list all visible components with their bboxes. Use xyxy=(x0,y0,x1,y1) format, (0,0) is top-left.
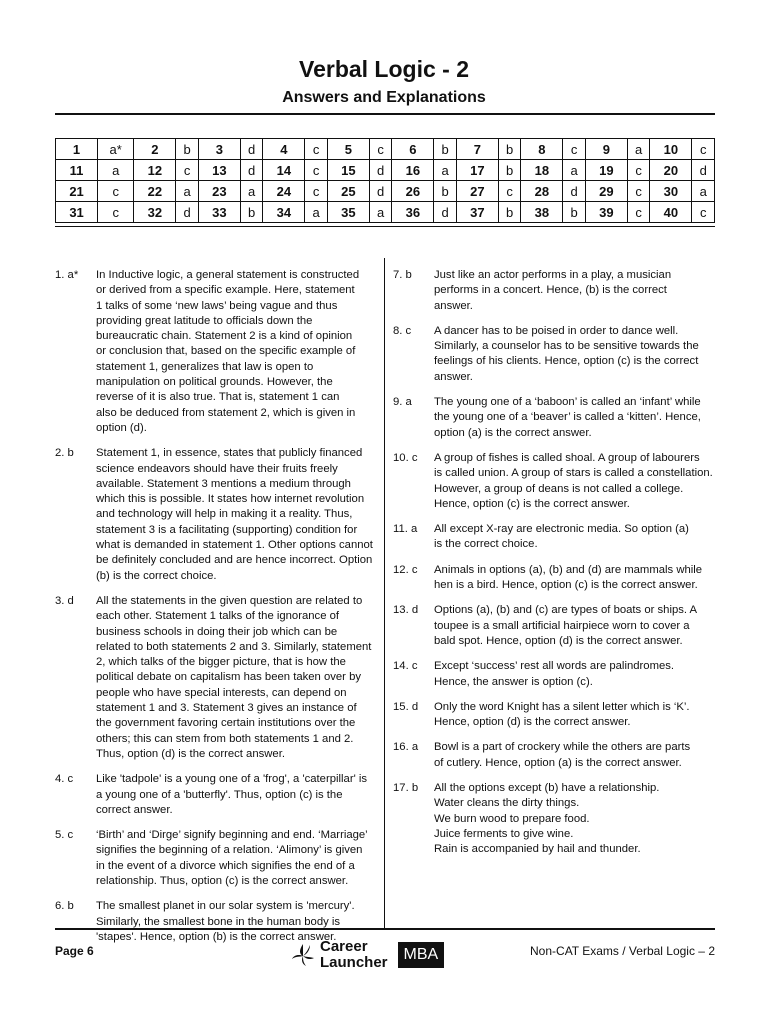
answer-letter: a xyxy=(692,181,715,202)
explanation-text xyxy=(434,522,717,553)
explanation-item xyxy=(393,659,717,690)
explanation-number: 3. d xyxy=(55,594,74,607)
explanation-item xyxy=(393,522,717,553)
question-number: 8 xyxy=(521,139,563,160)
question-number: 40 xyxy=(650,202,692,223)
explanation-number: 6. b xyxy=(55,900,74,913)
explanation-line: in the event of a divorce which signifies the end of a xyxy=(96,859,355,872)
answer-letter: d xyxy=(240,139,262,160)
explanation-line: A dancer has to be poised in order to dance well. xyxy=(434,324,679,337)
explanation-number: 11. a xyxy=(393,523,418,536)
question-number: 26 xyxy=(392,181,434,202)
answer-letter: c xyxy=(627,160,649,181)
question-number: 2 xyxy=(134,139,176,160)
answer-letter: b xyxy=(434,139,456,160)
explanation-item xyxy=(55,594,377,762)
explanation-number: 17. b xyxy=(393,782,419,795)
page-title: Verbal Logic - 2 xyxy=(299,56,469,82)
answer-key-row xyxy=(56,181,715,202)
explanation-text xyxy=(434,700,717,731)
answer-letter: c xyxy=(498,181,520,202)
explanation-text xyxy=(434,324,717,385)
question-number: 19 xyxy=(585,160,627,181)
explanation-line: Similarly, a counselor has to be sensitive towards the xyxy=(434,340,699,353)
answer-letter: c xyxy=(563,139,585,160)
explanation-line: Except ‘success’ rest all words are palindromes. xyxy=(434,660,675,673)
explanation-number: 15. d xyxy=(393,700,419,713)
explanation-line: the young one of a ‘beaver’ is called a ‘kitten’. Hence, xyxy=(434,411,701,424)
answer-letter: a xyxy=(563,160,585,181)
answer-letter: b xyxy=(240,202,262,223)
answer-letter: b xyxy=(176,139,198,160)
question-number: 23 xyxy=(198,181,240,202)
question-number: 35 xyxy=(327,202,369,223)
explanation-line: or derived from a specific example. Here, statement xyxy=(96,284,355,297)
answer-letter: b xyxy=(563,202,585,223)
explanation-line: reverse of it is also true. That is, statement 1 can xyxy=(96,391,340,404)
explanation-text xyxy=(96,594,377,762)
question-number: 20 xyxy=(650,160,692,181)
explanations-right-column xyxy=(393,268,717,858)
answer-letter: d xyxy=(369,181,391,202)
explanation-line: In Inductive logic, a general statement is constructed xyxy=(96,269,360,281)
explanation-line: of cutlery. Hence, option (a) is the correct answer. xyxy=(434,756,682,769)
explanation-item xyxy=(393,451,717,512)
explanation-number: 1. a* xyxy=(55,269,79,281)
explanation-line: Bowl is a part of crockery while the others are parts xyxy=(434,741,691,754)
question-number: 17 xyxy=(456,160,498,181)
explanation-line: bald spot. Hence, option (d) is the correct answer. xyxy=(434,634,683,647)
logo-line-launcher: Launcher xyxy=(320,954,388,971)
question-number: 36 xyxy=(392,202,434,223)
explanation-text xyxy=(434,603,717,649)
explanation-item xyxy=(55,828,377,889)
explanation-text xyxy=(434,740,717,771)
explanation-line: All except X-ray are electronic media. So option (a) xyxy=(434,523,689,536)
explanation-number: 7. b xyxy=(393,269,412,281)
footer-rule xyxy=(55,928,715,930)
answer-letter: d xyxy=(369,160,391,181)
answer-key-row xyxy=(56,160,715,181)
explanation-number: 8. c xyxy=(393,324,412,337)
answer-letter: d xyxy=(434,202,456,223)
answer-letter: c xyxy=(98,181,134,202)
answer-letter: c xyxy=(98,202,134,223)
explanation-line: 2, which talks of the bigger picture, that is how the xyxy=(96,656,346,669)
question-number: 15 xyxy=(327,160,369,181)
explanation-line: available. Statement 3 mentions a medium through xyxy=(96,477,351,490)
explanation-line: A group of fishes is called shoal. A group of labourers xyxy=(434,451,700,464)
explanation-text xyxy=(96,268,377,436)
explanation-text xyxy=(434,395,717,441)
question-number: 30 xyxy=(650,181,692,202)
explanation-line: Thus, option (d) is the correct answer. xyxy=(96,747,285,760)
explanation-line: also be deduced from statement 2, which is given in xyxy=(96,406,356,419)
answer-letter: b xyxy=(498,139,520,160)
explanation-item xyxy=(55,268,377,436)
explanation-line: 1 talks of some ‘new laws’ being vague and thus xyxy=(96,299,338,312)
explanation-line: bureaucratic chain. Statement 2 is a kind of opinion xyxy=(96,330,353,343)
explanation-line: Statement 1, in essence, states that publicly financed xyxy=(96,447,363,460)
explanation-number: 10. c xyxy=(393,451,418,464)
explanation-item xyxy=(393,395,717,441)
explanation-line: Similarly, the smallest bone in the human body is xyxy=(96,915,341,928)
header-rule xyxy=(55,113,715,115)
explanation-line: feelings of his clients. Hence, option (c) is the correct xyxy=(434,355,699,368)
explanation-text xyxy=(96,828,377,889)
explanation-line: Animals in options (a), (b) and (d) are mammals while xyxy=(434,563,703,576)
question-number: 16 xyxy=(392,160,434,181)
answer-letter: c xyxy=(305,139,327,160)
explanation-item xyxy=(393,781,717,857)
section-rule xyxy=(55,226,715,227)
explanation-line: providing great latitude to officials down the xyxy=(96,314,313,327)
explanation-text xyxy=(434,659,717,690)
page-number: Page 6 xyxy=(55,944,94,958)
explanation-line: relationship. Thus, option (c) is the correct answer. xyxy=(96,874,349,887)
explanation-line: others; this can stem from both statements 1 and 2. xyxy=(96,732,354,745)
explanation-line: performs in a concert. Hence, (b) is the correct xyxy=(434,284,667,297)
question-number: 6 xyxy=(392,139,434,160)
question-number: 13 xyxy=(198,160,240,181)
explanation-line: people who have special interests, can depend on xyxy=(96,686,347,699)
explanation-line: statement 3 is a facilitating (supporting) condition for xyxy=(96,523,358,536)
explanation-line: the government favoring certain institutions over the xyxy=(96,717,356,730)
answer-letter: b xyxy=(434,181,456,202)
explanation-line: Water cleans the dirty things. xyxy=(434,797,580,810)
explanation-line: toupee is a small artificial hairpiece worn to cover a xyxy=(434,619,690,632)
question-number: 1 xyxy=(56,139,98,160)
explanation-line: The young one of a ‘baboon’ is called an ‘infant’ while xyxy=(434,396,701,409)
explanation-line: and technology will help in making it a reality. Thus, xyxy=(96,508,353,521)
explanation-text xyxy=(434,268,717,314)
question-number: 22 xyxy=(134,181,176,202)
explanation-line: each other. Statement 1 talks of the ignorance of xyxy=(96,610,340,623)
explanation-item xyxy=(393,268,717,314)
answer-letter: a xyxy=(434,160,456,181)
explanation-line: Juice ferments to give wine. xyxy=(434,827,574,840)
answer-letter: d xyxy=(692,160,715,181)
explanation-text xyxy=(434,781,717,857)
question-number: 5 xyxy=(327,139,369,160)
answer-key-row xyxy=(56,202,715,223)
answer-letter: a xyxy=(176,181,198,202)
question-number: 39 xyxy=(585,202,627,223)
explanation-line: be definitely concluded and are hence incorrect. Option xyxy=(96,554,373,567)
explanation-text xyxy=(96,772,377,818)
explanation-number: 5. c xyxy=(55,829,74,842)
explanation-item xyxy=(55,772,377,818)
answer-letter: c xyxy=(627,181,649,202)
answer-letter: c xyxy=(305,160,327,181)
explanation-line: answer. xyxy=(434,299,473,312)
explanation-line: (b) is the correct choice. xyxy=(96,569,217,582)
explanation-line: which this is possible. It states how internet revolution xyxy=(96,493,365,506)
explanation-number: 4. c xyxy=(55,773,74,786)
explanation-line: political debate on capitalism has been taken over by xyxy=(96,671,362,684)
explanation-line: Options (a), (b) and (c) are types of boats or ships. A xyxy=(434,604,698,617)
explanation-line: option (a) is the correct answer. xyxy=(434,426,592,439)
question-number: 38 xyxy=(521,202,563,223)
footer-course-label: Non-CAT Exams / Verbal Logic – 2 xyxy=(530,944,715,958)
question-number: 7 xyxy=(456,139,498,160)
explanation-line: Hence, the answer is option (c). xyxy=(434,675,593,688)
answer-key-row xyxy=(56,139,715,160)
explanation-line: a young one of a 'butterfly'. Thus, option (c) is the xyxy=(96,788,343,801)
explanation-text xyxy=(434,451,717,512)
explanation-line: Just like an actor performs in a play, a musician xyxy=(434,269,672,281)
page-subtitle: Answers and Explanations xyxy=(282,89,486,106)
career-launcher-logo xyxy=(290,939,444,971)
question-number: 25 xyxy=(327,181,369,202)
explanation-item xyxy=(393,324,717,385)
question-number: 14 xyxy=(263,160,305,181)
answer-letter: a xyxy=(369,202,391,223)
question-number: 34 xyxy=(263,202,305,223)
explanation-line: or conclusion that, based on the specific example of xyxy=(96,345,356,358)
column-divider xyxy=(384,258,385,928)
explanation-line: The smallest planet in our solar system is 'mercury'. xyxy=(96,900,355,913)
answer-letter: d xyxy=(563,181,585,202)
question-number: 33 xyxy=(198,202,240,223)
explanation-item xyxy=(393,700,717,731)
explanation-line: Rain is accompanied by hail and thunder. xyxy=(434,843,641,856)
explanation-line: 'stapes'. Hence, option (b) is the correct answer. xyxy=(96,930,337,943)
explanation-line: statement 1, generalizes that law is open to xyxy=(96,360,314,373)
explanation-line: what is demanded in statement 1. Other options cannot xyxy=(96,539,373,552)
answer-letter: b xyxy=(498,202,520,223)
explanation-line: Only the word Knight has a silent letter which is ‘K’. xyxy=(434,700,690,713)
explanation-number: 16. a xyxy=(393,741,419,754)
answer-key-table xyxy=(55,138,715,223)
answer-letter: c xyxy=(369,139,391,160)
explanation-line: manipulation on political grounds. However, the xyxy=(96,376,333,389)
question-number: 37 xyxy=(456,202,498,223)
explanation-line: All the options except (b) have a relationship. xyxy=(434,782,660,795)
question-number: 21 xyxy=(56,181,98,202)
explanation-line: statement 1 and 3. Statement 3 gives an instance of xyxy=(96,702,357,715)
explanation-number: 12. c xyxy=(393,563,418,576)
question-number: 29 xyxy=(585,181,627,202)
explanation-line: correct answer. xyxy=(96,803,173,816)
explanation-line: is called union. A group of stars is called a constellation. xyxy=(434,467,713,480)
question-number: 27 xyxy=(456,181,498,202)
explanation-item xyxy=(393,603,717,649)
explanation-line: signifies the beginning of a relation. ‘Alimony’ is given xyxy=(96,844,363,857)
explanation-item xyxy=(55,446,377,584)
answer-letter: b xyxy=(498,160,520,181)
explanation-text xyxy=(434,563,717,594)
answer-letter: c xyxy=(692,202,715,223)
question-number: 11 xyxy=(56,160,98,181)
answer-letter: c xyxy=(305,181,327,202)
answer-letter: a* xyxy=(98,139,134,160)
explanation-line: We burn wood to prepare food. xyxy=(434,812,590,825)
explanation-line: Like 'tadpole' is a young one of a 'frog', a 'caterpillar' is xyxy=(96,773,368,786)
answer-letter: a xyxy=(240,181,262,202)
question-number: 3 xyxy=(198,139,240,160)
question-number: 18 xyxy=(521,160,563,181)
explanation-line: answer. xyxy=(434,370,473,383)
explanation-number: 14. c xyxy=(393,660,418,673)
question-number: 12 xyxy=(134,160,176,181)
answer-letter: d xyxy=(176,202,198,223)
question-number: 31 xyxy=(56,202,98,223)
answer-letter: c xyxy=(176,160,198,181)
explanation-text xyxy=(96,446,377,584)
explanation-line: business schools in doing their job which can be xyxy=(96,625,338,638)
question-number: 24 xyxy=(263,181,305,202)
explanation-item xyxy=(393,563,717,594)
explanation-line: ‘Birth’ and ‘Dirge’ signify beginning and end. ‘Marriage’ xyxy=(96,829,368,842)
mba-badge: MBA xyxy=(398,942,445,968)
explanations-left-column xyxy=(55,268,377,945)
explanation-number: 2. b xyxy=(55,447,74,460)
explanation-line: hen is a bird. Hence, option (c) is the correct answer. xyxy=(434,579,698,592)
explanation-number: 13. d xyxy=(393,604,419,617)
explanation-line: All the statements in the given question are related to xyxy=(96,594,363,607)
explanation-line: is the correct choice. xyxy=(434,538,538,551)
question-number: 10 xyxy=(650,139,692,160)
explanation-line: Hence, option (d) is the correct answer. xyxy=(434,716,631,729)
question-number: 32 xyxy=(134,202,176,223)
swoosh-icon xyxy=(290,942,316,968)
answer-letter: c xyxy=(692,139,715,160)
explanation-line: related to both statements 2 and 3. Similarly, statement xyxy=(96,640,372,653)
question-number: 4 xyxy=(263,139,305,160)
explanation-line: Hence, option (c) is the correct answer. xyxy=(434,497,630,510)
explanation-item xyxy=(393,740,717,771)
logo-line-career: Career xyxy=(320,938,368,955)
explanation-line: option (d). xyxy=(96,421,147,434)
explanation-line: science endeavors should have their fruits freely xyxy=(96,462,338,475)
explanation-line: However, a group of deans is not called a college. xyxy=(434,482,684,495)
question-number: 9 xyxy=(585,139,627,160)
explanation-number: 9. a xyxy=(393,396,412,409)
answer-letter: d xyxy=(240,160,262,181)
answer-letter: a xyxy=(305,202,327,223)
question-number: 28 xyxy=(521,181,563,202)
answer-letter: a xyxy=(98,160,134,181)
answer-letter: c xyxy=(627,202,649,223)
answer-letter: a xyxy=(627,139,649,160)
